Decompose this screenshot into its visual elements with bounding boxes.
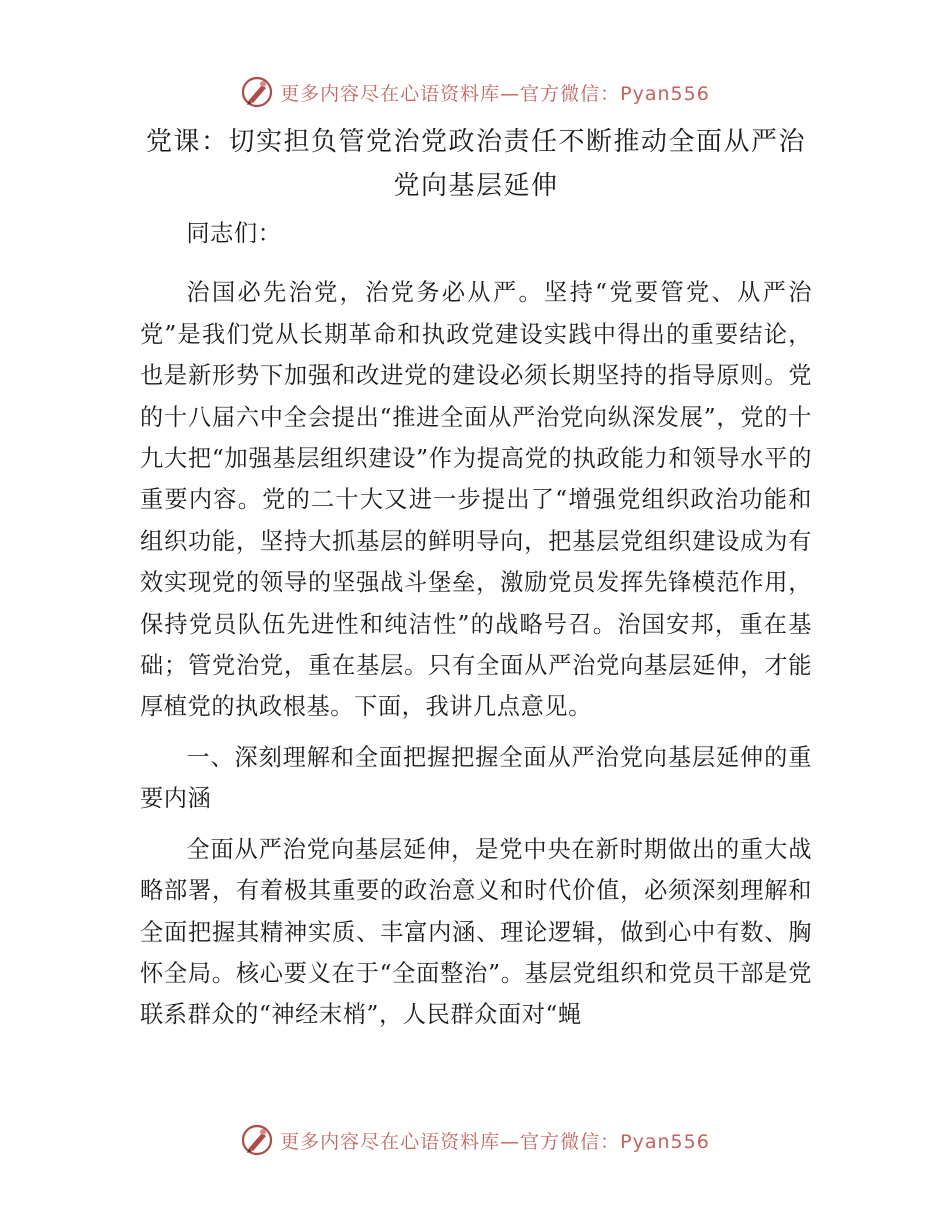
salutation: 同志们： bbox=[186, 220, 282, 247]
pen-logo-icon bbox=[240, 75, 274, 109]
document-body bbox=[140, 213, 812, 1045]
watermark-footer bbox=[0, 1120, 950, 1160]
paragraph: 治国必先治党，治党务必从严。坚持“党要管党、从严治党”是我们党从长期革命和执政党建设实践中得出的重要结论，也是新形势下加强和改进党的建设必须长期坚持的指导原则。党的十八届六中全会提出“推进全面从严治党向纵深发展”，党的十九大把“加强基层组织建设”作为提高党的执政能力和领导水平的重要内容。党的二十大又进一步提出了“增强党组织政治功能和组织功能，坚持大抓基层的鲜明导向，把基层党组织建设成为有效实现党的领导的坚强战斗堡垒，激励党员发挥先锋模范作用，保持党员队伍先进性和纯洁性”的战略号召。治国安邦，重在基础；管党治党，重在基层。只有全面从严治党向基层延伸，才能厚植党的执政根基。下面，我讲几点意见。 bbox=[140, 279, 812, 721]
section-heading: 一、深刻理解和全面把握把握全面从严治党向基层延伸的重要内涵 bbox=[140, 743, 812, 813]
watermark-text: 更多内容尽在心语资料库—官方微信：Pyan556 bbox=[280, 1130, 710, 1153]
document-title: 党课：切实担负管党治党政治责任不断推动全面从严治党向基层延伸 bbox=[145, 127, 806, 201]
watermark-header bbox=[0, 72, 950, 112]
watermark-text: 更多内容尽在心语资料库—官方微信：Pyan556 bbox=[280, 82, 710, 105]
paragraph: 全面从严治党向基层延伸，是党中央在新时期做出的重大战略部署，有着极其重要的政治意义和时代价值，必须深刻理解和全面把握其精神实质、丰富内涵、理论逻辑，做到心中有数、胸怀全局。核心要义在于“全面整治”。基层党组织和党员干部是党联系群众的“神经末梢”，人民群众面对“蝇 bbox=[140, 835, 812, 1029]
pen-logo-icon bbox=[240, 1123, 274, 1157]
